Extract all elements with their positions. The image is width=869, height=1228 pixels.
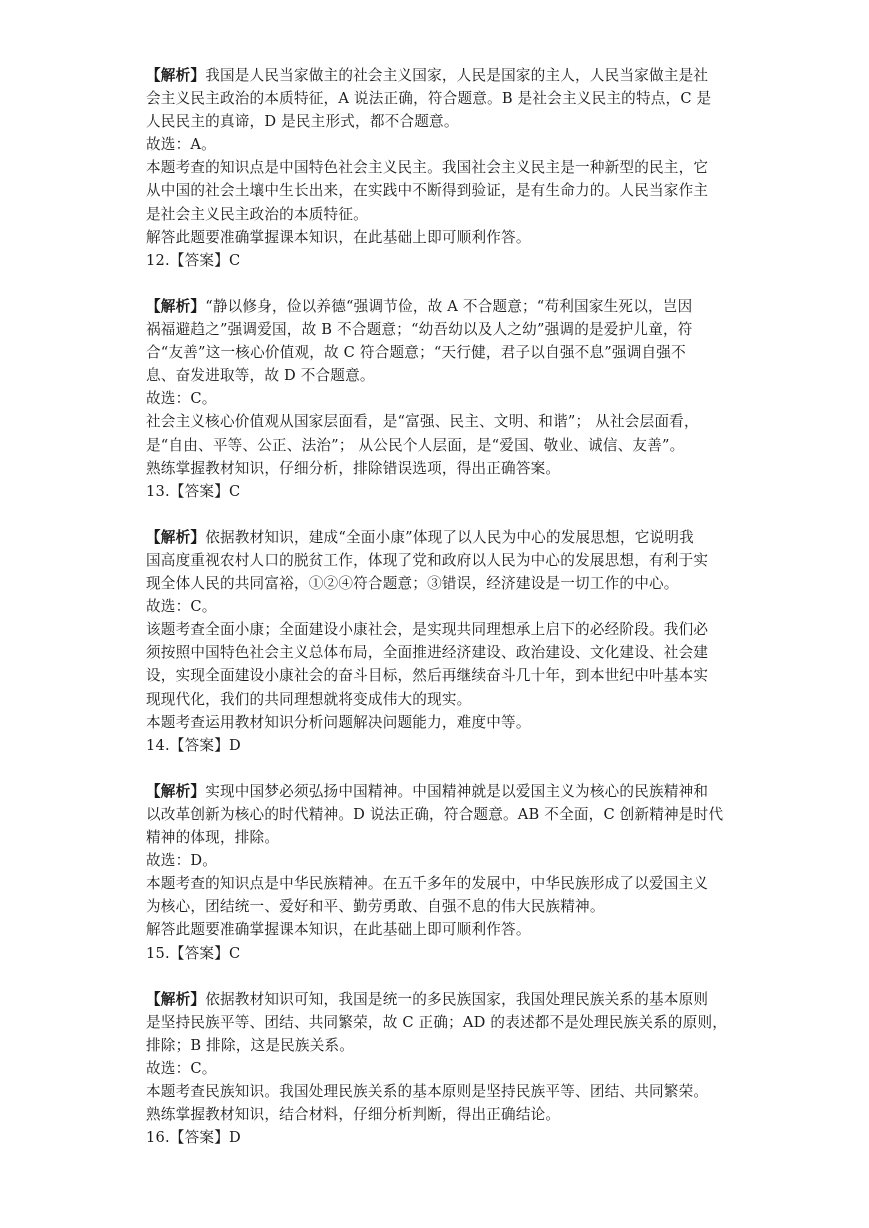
explanation-line: 熟练掌握教材知识，仔细分析，排除错误选项，得出正确答案。 [146,459,561,477]
analysis-line [146,341,736,364]
blank-line [146,965,736,988]
analysis-label: 【解析】 [146,990,206,1008]
analysis-label: 【解析】 [146,297,206,315]
answer-heading: 13.【答案】C [146,482,241,500]
analysis-block-q12 [146,295,736,526]
selected-choice: 故选：C。 [146,598,217,616]
analysis-text: 合“友善”这一核心价值观，故 C 符合题意；“天行健，君子以自强不息”强调自强不 [146,344,686,362]
document-body [146,64,736,1149]
explanation-line: 本题考查运用教材知识分析问题解决问题能力，难度中等。 [146,713,531,731]
explanation-line: 解答此题要准确掌握课本知识，在此基础上即可顺利作答。 [146,228,531,246]
analysis-line [146,110,736,133]
selected-choice: 故选：C。 [146,390,217,408]
explanation-line: 为核心，团结统一、爱好和平、勤劳勇敢、自强不息的伟大民族精神。 [146,898,605,916]
explanation-line: 该题考查全面小康；全面建设小康社会，是实现共同理想承上启下的必经阶段。我们必 [146,621,709,639]
explanation-line: 是“自由、平等、公正、法治”； 从公民个人层面，是“爱国、敬业、诚信、友善”。 [146,436,685,454]
analysis-text: 以改革创新为核心的时代精神。D 说法正确，符合题意。AB 不全面，C 创新精神是时代 [146,806,724,823]
analysis-line [146,318,736,341]
analysis-line [146,803,736,826]
blank-line [146,757,736,780]
answer-heading: 16.【答案】D [146,1129,241,1147]
answer-heading: 12.【答案】C [146,251,241,269]
analysis-text: 会主义民主政治的本质特征，A 说法正确，符合题意。B 是社会主义民主的特点，C 是 [146,90,712,108]
analysis-line [146,780,736,803]
analysis-label: 【解析】 [146,782,206,800]
selected-choice: 故选：D。 [146,852,218,870]
blank-line [146,503,736,526]
analysis-text: 祸福避趋之”强调爱国，故 B 不合题意；“幼吾幼以及人之幼”强调的是爱护儿童，符 [146,321,693,339]
explanation-line: 本题考查的知识点是中国特色社会主义民主。我国社会主义民主是一种新型的民主，它 [146,159,709,177]
analysis-label: 【解析】 [146,528,206,546]
analysis-line [146,549,736,572]
blank-line [146,272,736,295]
analysis-text: 依据教材知识可知，我国是统一的多民族国家，我国处理民族关系的基本原则 [205,990,709,1008]
explanation-line: 社会主义核心价值观从国家层面看，是“富强、民主、文明、和谐”； 从社会层面看， [146,413,699,431]
explanation-line: 现现代化，我们的共同理想就将变成伟大的现实。 [146,690,472,708]
analysis-text: 依据教材知识，建成“全面小康”体现了以人民为中心的发展思想，它说明我 [205,528,694,546]
analysis-block-q14 [146,780,736,988]
analysis-label: 【解析】 [146,67,206,84]
analysis-text: 实现中国梦必须弘扬中国精神。中国精神就是以爱国主义为核心的民族精神和 [205,782,709,800]
analysis-line [146,1011,736,1034]
analysis-text: 我国是人民当家做主的社会主义国家，人民是国家的主人，人民当家做主是社 [205,67,709,84]
analysis-text: 精神的体现，排除。 [146,829,280,847]
analysis-text: 排除；B 排除，这是民族关系。 [146,1036,355,1054]
analysis-text: 息、奋发进取等，故 D 不合题意。 [146,367,375,385]
answer-heading: 14.【答案】D [146,736,241,754]
analysis-block-q11 [146,64,736,295]
analysis-line [146,826,736,849]
analysis-text: “静以修身，俭以养德“强调节俭，故 A 不合题意；“苟利国家生死以，岂因 [205,297,693,315]
explanation-line: 须按照中国特色社会主义总体布局，全面推进经济建设、政治建设、文化建设、社会建 [146,644,709,662]
selected-choice: 故选：A。 [146,136,216,154]
answer-heading: 15.【答案】C [146,944,241,962]
analysis-line [146,526,736,549]
analysis-text: 现全体人民的共同富裕，①②④符合题意；③错误，经济建设是一切工作的中心。 [146,575,679,593]
analysis-block-q13 [146,526,736,780]
analysis-line [146,988,736,1011]
analysis-line [146,364,736,387]
explanation-line: 解答此题要准确掌握课本知识，在此基础上即可顺利作答。 [146,921,531,939]
analysis-line [146,1034,736,1057]
explanation-line: 本题考查的知识点是中华民族精神。在五千多年的发展中，中华民族形成了以爱国主义 [146,875,709,893]
analysis-line [146,572,736,595]
analysis-line [146,64,736,87]
explanation-line: 是社会主义民主政治的本质特征。 [146,205,368,223]
analysis-block-q15 [146,988,736,1150]
explanation-line: 本题考查民族知识。我国处理民族关系的基本原则是坚持民族平等、团结、共同繁荣。 [146,1083,709,1101]
analysis-text: 国高度重视农村人口的脱贫工作，体现了党和政府以人民为中心的发展思想，有利于实 [146,551,709,569]
analysis-line [146,87,736,110]
analysis-text: 是坚持民族平等、团结、共同繁荣，故 C 正确；AD 的表述都不是处理民族关系的原则， [146,1013,728,1031]
explanation-line: 设，实现全面建设小康社会的奋斗目标，然后再继续奋斗几十年，到本世纪中叶基本实 [146,667,709,685]
analysis-line [146,295,736,318]
explanation-line: 熟练掌握教材知识，结合材料，仔细分析判断，得出正确结论。 [146,1106,561,1124]
selected-choice: 故选：C。 [146,1060,217,1078]
explanation-line: 从中国的社会土壤中生长出来，在实践中不断得到验证，是有生命力的。人民当家作主 [146,182,709,200]
analysis-text: 人民民主的真谛，D 是民主形式，都不合题意。 [146,113,459,131]
